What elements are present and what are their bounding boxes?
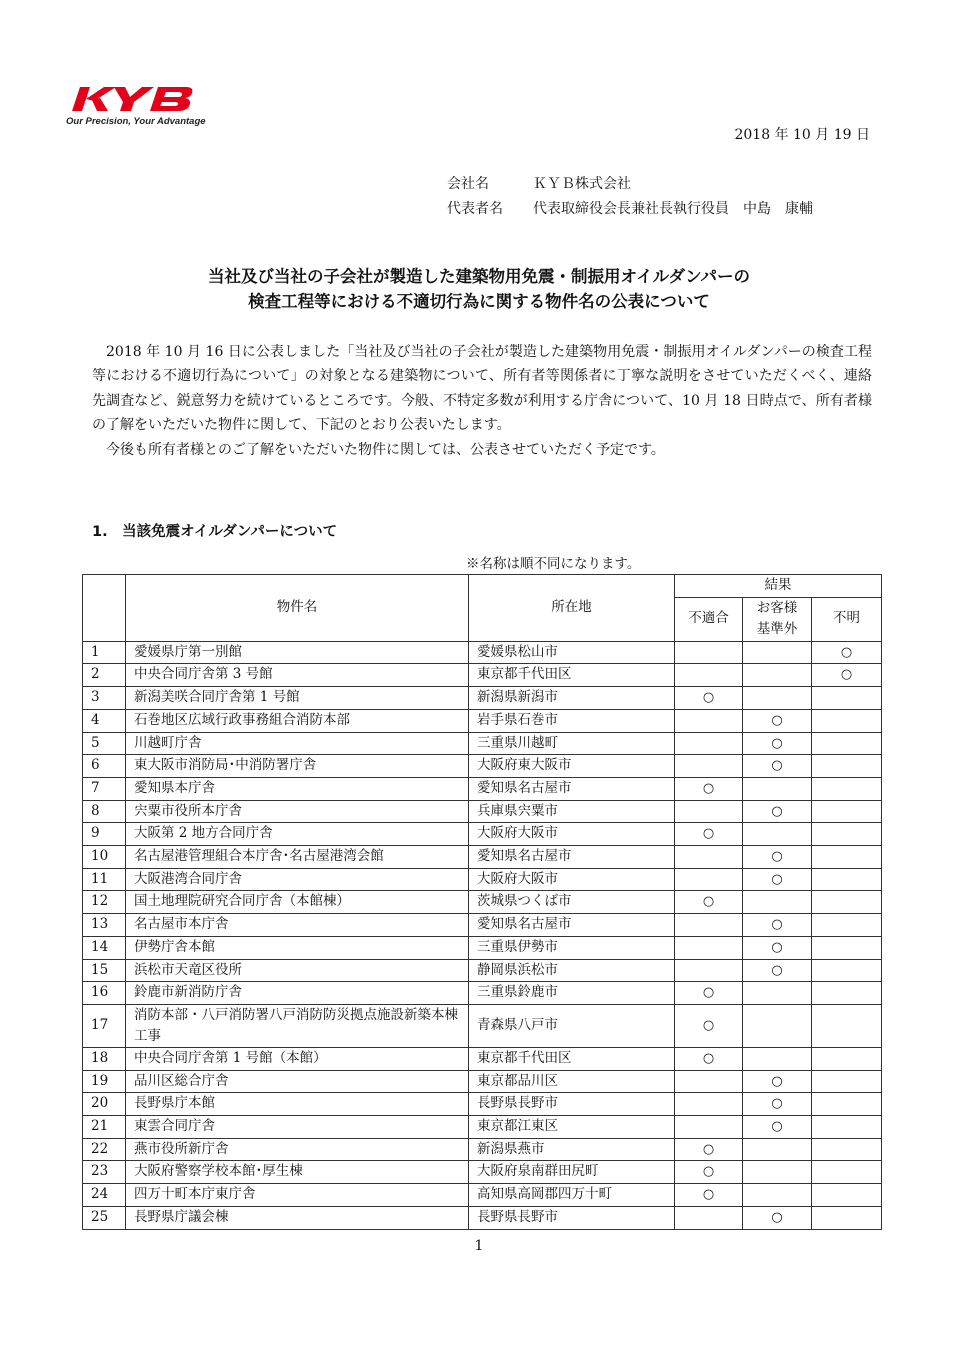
kyb-logo-mark [66, 84, 196, 114]
row-noncompliant [675, 1116, 743, 1139]
row-noncompliant [675, 687, 743, 710]
row-location: 大阪府大阪市 [469, 823, 675, 846]
row-customer-standard [743, 1116, 812, 1139]
row-noncompliant [675, 732, 743, 755]
row-customer-standard [743, 891, 812, 914]
row-property-name: 大阪港湾合同庁舎 [126, 868, 469, 891]
row-customer-standard [743, 1138, 812, 1161]
row-noncompliant [675, 846, 743, 869]
row-property-name: 大阪府警察学校本館･厚生棟 [126, 1161, 469, 1184]
row-noncompliant [675, 936, 743, 959]
row-unknown [812, 1070, 882, 1093]
row-property-name: 国土地理院研究合同庁舎（本館棟） [126, 891, 469, 914]
row-number: 16 [83, 982, 126, 1005]
row-location: 東京都江東区 [469, 1116, 675, 1139]
row-customer-standard [743, 823, 812, 846]
row-location: 茨城県つくば市 [469, 891, 675, 914]
row-customer-standard [743, 914, 812, 937]
row-customer-standard [743, 732, 812, 755]
row-number: 12 [83, 891, 126, 914]
section-heading: 1. 当該免震オイルダンパーについて [92, 524, 338, 540]
table-row [83, 1206, 882, 1229]
table-row [83, 1093, 882, 1116]
row-customer-standard [743, 936, 812, 959]
row-customer-standard [743, 1047, 812, 1070]
row-noncompliant [675, 1093, 743, 1116]
result-mark: ○ [702, 1050, 715, 1066]
result-mark: ○ [771, 939, 783, 955]
row-noncompliant [675, 800, 743, 823]
row-property-name: 中央合同庁舎第 1 号館（本館） [126, 1047, 469, 1070]
result-mark: ○ [702, 1141, 715, 1157]
row-property-name: 伊勢庁舎本館 [126, 936, 469, 959]
result-mark: ○ [702, 1018, 715, 1034]
row-location: 愛知県名古屋市 [469, 846, 675, 869]
row-noncompliant [675, 777, 743, 800]
document-date: 2018 年 10 月 19 日 [734, 127, 870, 143]
row-unknown [812, 846, 882, 869]
row-customer-standard [743, 800, 812, 823]
row-noncompliant [675, 891, 743, 914]
row-number: 20 [83, 1093, 126, 1116]
row-unknown [812, 868, 882, 891]
row-unknown [812, 1004, 882, 1047]
row-number: 18 [83, 1047, 126, 1070]
row-property-name: 品川区総合庁舎 [126, 1070, 469, 1093]
row-number: 1 [83, 641, 126, 664]
table-row [83, 641, 882, 664]
row-unknown [812, 959, 882, 982]
table-row [83, 664, 882, 687]
row-noncompliant [675, 755, 743, 778]
row-unknown [812, 1184, 882, 1207]
table-row [83, 823, 882, 846]
row-location: 静岡県浜松市 [469, 959, 675, 982]
row-number: 22 [83, 1138, 126, 1161]
header-location: 所在地 [469, 575, 675, 642]
result-mark: ○ [702, 690, 715, 706]
row-location: 新潟県燕市 [469, 1138, 675, 1161]
row-property-name: 消防本部・八戸消防署八戸消防防災拠点施設新築本棟工事 [126, 1004, 469, 1047]
body-paragraph-2: 今後も所有者様とのご了解をいただいた物件に関しては、公表させていただく予定です。 [106, 441, 665, 458]
result-mark: ○ [771, 758, 783, 774]
row-customer-standard [743, 641, 812, 664]
table-row [83, 800, 882, 823]
row-customer-standard [743, 982, 812, 1005]
table-row [83, 982, 882, 1005]
row-location: 長野県長野市 [469, 1093, 675, 1116]
row-number: 21 [83, 1116, 126, 1139]
row-noncompliant [675, 1047, 743, 1070]
row-property-name: 石巻地区広域行政事務組合消防本部 [126, 709, 469, 732]
row-property-name: 川越町庁舎 [126, 732, 469, 755]
row-location: 愛知県名古屋市 [469, 914, 675, 937]
row-location: 東京都千代田区 [469, 1047, 675, 1070]
row-noncompliant [675, 823, 743, 846]
row-property-name: 四万十町本庁東庁舎 [126, 1184, 469, 1207]
row-location: 高知県高岡郡四万十町 [469, 1184, 675, 1207]
row-location: 東京都千代田区 [469, 664, 675, 687]
row-unknown [812, 641, 882, 664]
row-number: 7 [83, 777, 126, 800]
row-customer-standard [743, 1093, 812, 1116]
row-unknown [812, 1093, 882, 1116]
row-location: 大阪府大阪市 [469, 868, 675, 891]
row-location: 三重県川越町 [469, 732, 675, 755]
row-noncompliant [675, 959, 743, 982]
table-row [83, 687, 882, 710]
row-unknown [812, 664, 882, 687]
tagline: Our Precision, Your Advantage [66, 116, 206, 127]
row-location: 三重県鈴鹿市 [469, 982, 675, 1005]
row-customer-standard [743, 846, 812, 869]
representative-row [447, 197, 813, 222]
header-customer-standard-line-2: 基準外 [756, 621, 798, 638]
row-unknown [812, 687, 882, 710]
row-noncompliant [675, 1206, 743, 1229]
row-customer-standard [743, 777, 812, 800]
table-row [83, 868, 882, 891]
row-unknown [812, 936, 882, 959]
row-location: 長野県長野市 [469, 1206, 675, 1229]
row-property-name: 長野県庁議会棟 [126, 1206, 469, 1229]
row-number: 6 [83, 755, 126, 778]
table-row [83, 846, 882, 869]
row-unknown [812, 982, 882, 1005]
row-unknown [812, 891, 882, 914]
row-unknown [812, 823, 882, 846]
table-row [83, 755, 882, 778]
table-row [83, 709, 882, 732]
table-body [83, 641, 882, 1229]
company-label: 会社名 [447, 176, 489, 192]
table-row [83, 1047, 882, 1070]
row-customer-standard [743, 959, 812, 982]
row-location: 新潟県新潟市 [469, 687, 675, 710]
result-mark: ○ [771, 712, 783, 728]
body-paragraph-1: 2018 年 10 月 16 日に公表しました「当社及び当社の子会社が製造した建築物用免震・制振用オイルダンパーの検査工程等における不適切行為について」の対象となる建築物について、所有者等関係者に丁寧な説明をさせていただくべく、連絡先調査など、鋭意努力を続けているところです。今般、不特定多数が利用する庁舎について、10 月 18 日時点で、所有者様の了解をいただいた物件に関して、下記のとおり公表いたします。 [92, 344, 872, 434]
row-customer-standard [743, 1004, 812, 1047]
row-number: 5 [83, 732, 126, 755]
row-location: 岩手県石巻市 [469, 709, 675, 732]
result-mark: ○ [771, 735, 783, 751]
row-unknown [812, 1161, 882, 1184]
table-row [83, 1184, 882, 1207]
result-mark: ○ [840, 644, 853, 660]
result-mark: ○ [771, 1073, 783, 1089]
row-noncompliant [675, 709, 743, 732]
row-noncompliant [675, 914, 743, 937]
table-row [83, 732, 882, 755]
row-property-name: 愛知県本庁舎 [126, 777, 469, 800]
header-unknown: 不明 [812, 597, 882, 641]
result-mark: ○ [702, 894, 715, 910]
row-unknown [812, 1138, 882, 1161]
row-number: 23 [83, 1161, 126, 1184]
row-property-name: 鈴鹿市新消防庁舎 [126, 982, 469, 1005]
result-mark: ○ [702, 1164, 715, 1180]
result-mark: ○ [840, 667, 853, 683]
row-noncompliant [675, 982, 743, 1005]
row-unknown [812, 755, 882, 778]
result-mark: ○ [771, 1096, 783, 1112]
table-row [83, 1161, 882, 1184]
table-row [83, 891, 882, 914]
result-mark: ○ [702, 826, 715, 842]
row-number: 4 [83, 709, 126, 732]
row-property-name: 東大阪市消防局･中消防署庁舎 [126, 755, 469, 778]
row-customer-standard [743, 755, 812, 778]
row-property-name: 名古屋市本庁舎 [126, 914, 469, 937]
property-table [82, 574, 882, 1230]
row-number: 19 [83, 1070, 126, 1093]
row-noncompliant [675, 1004, 743, 1047]
row-noncompliant [675, 1161, 743, 1184]
result-mark: ○ [771, 1209, 783, 1225]
document-title [0, 264, 958, 314]
row-customer-standard [743, 1161, 812, 1184]
row-property-name: 宍粟市役所本庁舎 [126, 800, 469, 823]
result-mark: ○ [702, 1187, 715, 1203]
row-noncompliant [675, 1184, 743, 1207]
row-property-name: 新潟美咲合同庁舎第 1 号館 [126, 687, 469, 710]
company-value: ＫＹＢ株式会社 [533, 176, 631, 192]
table-row [83, 777, 882, 800]
row-location: 東京都品川区 [469, 1070, 675, 1093]
row-customer-standard [743, 709, 812, 732]
table-row [83, 1116, 882, 1139]
title-line-2: 検査工程等における不適切行為に関する物件名の公表について [248, 292, 710, 311]
row-number: 2 [83, 664, 126, 687]
header-noncompliant: 不適合 [675, 597, 743, 641]
row-noncompliant [675, 664, 743, 687]
row-location: 愛知県名古屋市 [469, 777, 675, 800]
order-note: ※名称は順不同になります。 [466, 556, 641, 572]
result-mark: ○ [771, 962, 783, 978]
row-number: 17 [83, 1004, 126, 1047]
row-unknown [812, 777, 882, 800]
row-noncompliant [675, 868, 743, 891]
result-mark: ○ [702, 985, 715, 1001]
row-unknown [812, 709, 882, 732]
row-number: 25 [83, 1206, 126, 1229]
row-unknown [812, 914, 882, 937]
row-customer-standard [743, 1070, 812, 1093]
representative-label: 代表者名 [447, 201, 503, 217]
row-unknown [812, 1047, 882, 1070]
representative-value: 代表取締役会長兼社長執行役員 中島 康輔 [533, 201, 813, 217]
row-unknown [812, 1206, 882, 1229]
row-location: 愛媛県松山市 [469, 641, 675, 664]
header-property-name: 物件名 [126, 575, 469, 642]
result-mark: ○ [771, 849, 783, 865]
row-customer-standard [743, 687, 812, 710]
row-property-name: 燕市役所新庁舎 [126, 1138, 469, 1161]
row-customer-standard [743, 664, 812, 687]
row-number: 13 [83, 914, 126, 937]
row-property-name: 名古屋港管理組合本庁舎･名古屋港湾会館 [126, 846, 469, 869]
row-property-name: 浜松市天竜区役所 [126, 959, 469, 982]
row-number: 3 [83, 687, 126, 710]
body-text [92, 340, 872, 462]
row-location: 兵庫県宍粟市 [469, 800, 675, 823]
row-noncompliant [675, 1070, 743, 1093]
row-number: 14 [83, 936, 126, 959]
row-location: 青森県八戸市 [469, 1004, 675, 1047]
header-number [83, 575, 126, 642]
company-row [447, 172, 813, 197]
row-property-name: 愛媛県庁第一別館 [126, 641, 469, 664]
header-result: 結果 [675, 575, 882, 598]
row-property-name: 東雲合同庁舎 [126, 1116, 469, 1139]
table-row [83, 914, 882, 937]
row-location: 三重県伊勢市 [469, 936, 675, 959]
result-mark: ○ [771, 1119, 783, 1135]
row-number: 11 [83, 868, 126, 891]
table-row [83, 1004, 882, 1047]
row-customer-standard [743, 868, 812, 891]
header-customer-standard [743, 597, 812, 641]
row-noncompliant [675, 641, 743, 664]
row-location: 大阪府東大阪市 [469, 755, 675, 778]
result-mark: ○ [702, 780, 715, 796]
row-number: 9 [83, 823, 126, 846]
page-number: 1 [474, 1238, 484, 1254]
row-unknown [812, 732, 882, 755]
row-property-name: 大阪第 2 地方合同庁舎 [126, 823, 469, 846]
row-noncompliant [675, 1138, 743, 1161]
title-line-1: 当社及び当社の子会社が製造した建築物用免震・制振用オイルダンパーの [207, 267, 751, 286]
result-mark: ○ [771, 803, 783, 819]
row-property-name: 長野県庁本館 [126, 1093, 469, 1116]
company-block [447, 172, 813, 222]
result-mark: ○ [771, 917, 783, 933]
row-number: 10 [83, 846, 126, 869]
row-number: 24 [83, 1184, 126, 1207]
row-customer-standard [743, 1184, 812, 1207]
row-number: 15 [83, 959, 126, 982]
row-unknown [812, 1116, 882, 1139]
table-row [83, 1070, 882, 1093]
row-location: 大阪府泉南群田尻町 [469, 1161, 675, 1184]
table-row [83, 959, 882, 982]
result-mark: ○ [771, 871, 783, 887]
row-number: 8 [83, 800, 126, 823]
row-unknown [812, 800, 882, 823]
row-customer-standard [743, 1206, 812, 1229]
table-row [83, 936, 882, 959]
kyb-logo [66, 84, 206, 114]
header-customer-standard-line-1: お客様 [756, 600, 798, 617]
table-row [83, 1138, 882, 1161]
row-property-name: 中央合同庁舎第 3 号館 [126, 664, 469, 687]
